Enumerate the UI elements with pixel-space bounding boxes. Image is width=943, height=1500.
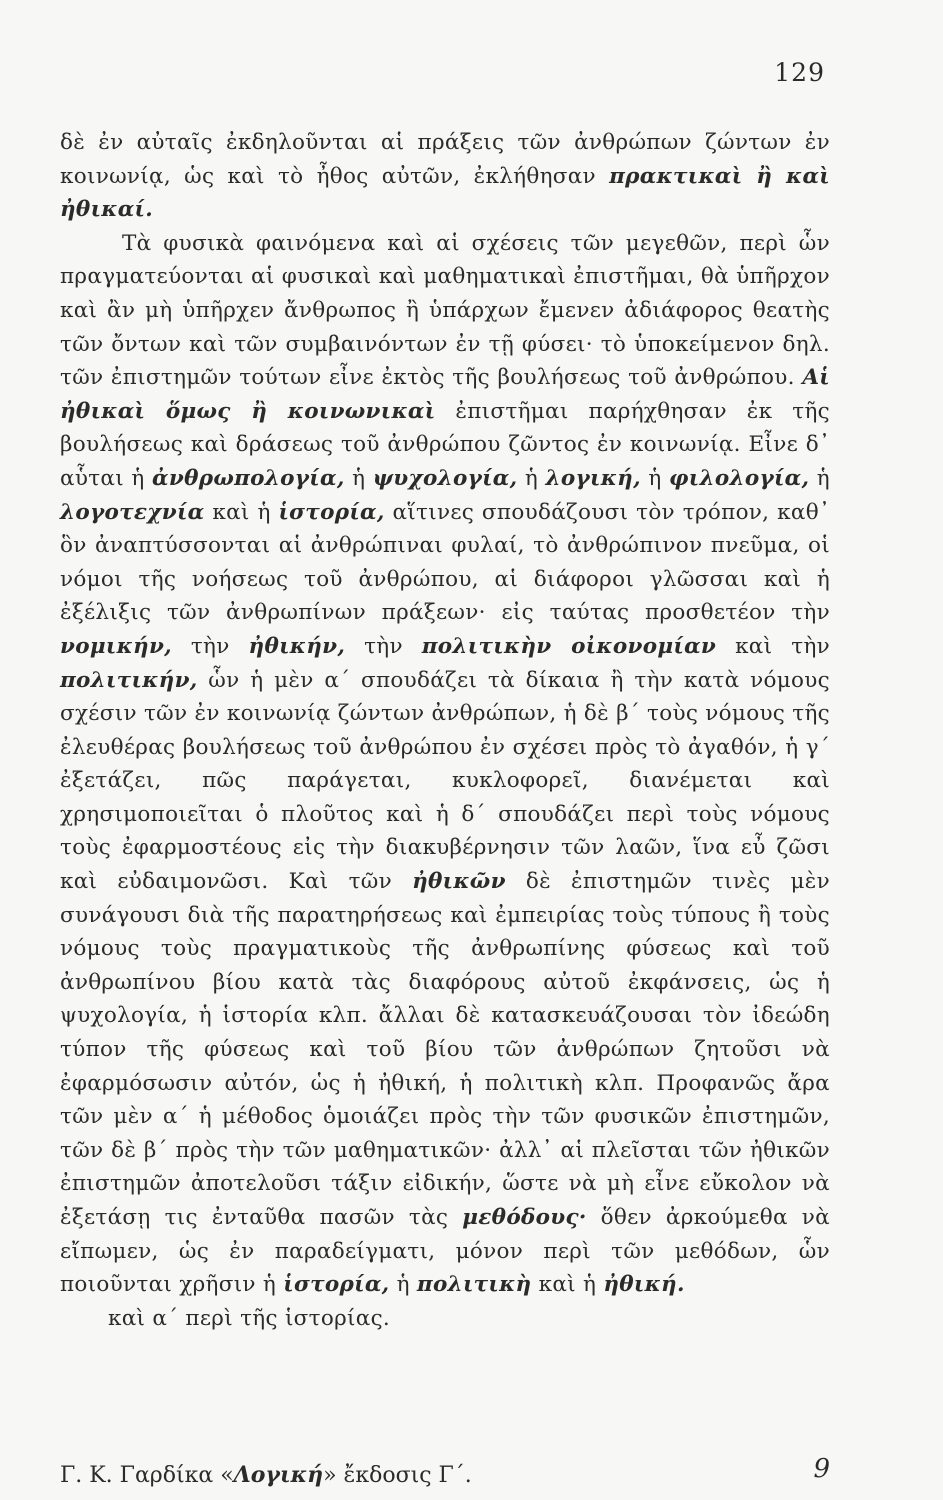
- emphasis-term: μεθόδους·: [462, 1205, 587, 1230]
- emphasis-term: ἠθικήν,: [248, 633, 346, 659]
- emphasis-term: ψυχολογία,: [372, 465, 518, 491]
- text-run: ἡ: [389, 1272, 417, 1298]
- text-run: καὶ τὴν: [716, 633, 831, 659]
- emphasis-term: ἀνθρωπολογία,: [152, 465, 345, 491]
- emphasis-term: λογοτεχνία: [60, 499, 205, 525]
- text-run: Τὰ φυσικὰ φαινόμενα καὶ αἱ σχέσεις τῶν μεγεθῶν, περὶ ὧν πραγματεύονται αἱ φυσικαὶ καὶ μαθηματικαὶ ἐπιστῆμαι, θὰ ὑπῆρχον καὶ ἂν μὴ ὑπῆρχεν ἄνθρωπος ἢ ὑπάρχων ἔμενεν ἀδιάφορος θεατὴς τῶν ὄντων καὶ τῶν συμβαινόντων ἐν τῇ φύσει· τὸ ὑποκείμενον δηλ. τῶν ἐπιστημῶν τούτων εἶνε ἐκτὸς τῆς βουλήσεως τοῦ ἀνθρώπου.: [60, 230, 830, 391]
- emphasis-term: Αἱ ἠθικαὶ ὅμως ἢ κοινωνικαὶ: [60, 365, 830, 424]
- text-run: τὴν: [345, 633, 422, 659]
- signature-mark: 9: [813, 1454, 830, 1484]
- text-run: ἡ: [517, 465, 546, 491]
- emphasis-term: πολιτικὴν οἰκονομίαν: [421, 633, 717, 659]
- footer-book-title: Λογική: [233, 1462, 324, 1488]
- text-run: ἡ: [344, 465, 373, 491]
- emphasis-term: φιλολογία,: [669, 465, 810, 491]
- emphasis-term: ἠθική.: [603, 1272, 685, 1298]
- emphasis-term: ἱστορία,: [283, 1272, 390, 1298]
- emphasis-term: ἱστορία,: [278, 499, 385, 525]
- emphasis-term: νομικήν,: [60, 633, 172, 659]
- text-run: αἵτινες σπουδάζουσι τὸν τρόπον, καθ᾿ ὃν ἀναπτύσσονται αἱ ἀνθρώπιναι φυλαί, τὸ ἀνθρώπινον πνεῦμα, οἱ νόμοι τῆς νοήσεως τοῦ ἀνθρώπου, αἱ διάφοροι γλῶσσαι καὶ ἡ ἐξέλιξις τῶν ἀνθρωπίνων πράξεων· εἰς ταύτας προσθετέον τὴν: [60, 499, 830, 626]
- text-run: δὲ ἐν αὐταῖς ἐκδηλοῦνται αἱ πράξεις τῶν ἀνθρώπων ζώντων ἐν κοινωνίᾳ, ὡς καὶ τὸ ἦθος αὐτῶν, ἐκλήθησαν: [60, 130, 830, 189]
- text-run: καὶ ἡ: [204, 499, 279, 525]
- body-text: [60, 126, 830, 1335]
- text-run: ὧν ἡ μὲν α΄ σπουδάζει τὰ δίκαια ἢ τὴν κατὰ νόμους σχέσιν τῶν ἐν κοινωνίᾳ ζώντων ἀνθρώπων, ἡ δὲ β΄ τοὺς νόμους τῆς ἐλευθέρας βουλήσεως τοῦ ἀνθρώπου ἐν σχέσει πρὸς τὸ ἀγαθόν, ἡ γ΄ ἐξετάζει, πῶς παράγεται, κυκλοφορεῖ, διανέμεται καὶ χρησιμοποιεῖται ὁ πλοῦτος καὶ ἡ δ΄ σπουδάζει περὶ τοὺς νόμους τοὺς ἐφαρμοστέους εἰς τὴν διακυβέρνησιν τῶν λαῶν, ἵνα εὖ ζῶσι καὶ εὐδαιμονῶσι. Καὶ τῶν: [60, 667, 831, 895]
- paragraph-1: [60, 126, 830, 227]
- text-run: καὶ ἡ: [531, 1272, 604, 1298]
- text-run: ἡ: [640, 465, 669, 491]
- text-run: ὅθεν ἀρκούμεθα νὰ εἴπωμεν, ὡς ἐν παραδείγματι, μόνον περὶ τῶν μεθόδων, ὧν ποιοῦνται χρῆσιν ἡ: [60, 1205, 830, 1298]
- text-run: ἡ: [809, 465, 830, 491]
- emphasis-term: πρακτικαὶ ἢ καὶ ἠθικαί.: [60, 163, 830, 223]
- paragraph-2: [60, 227, 830, 1302]
- page-footer: [60, 1454, 830, 1488]
- text-run: ἐπιστῆμαι παρήχθησαν ἐκ τῆς βουλήσεως καὶ δράσεως τοῦ ἀνθρώπου ζῶντος ἐν κοινωνίᾳ. Εἶνε δ᾿ αὗται ἡ: [60, 398, 830, 491]
- section-list-item: καὶ α΄ περὶ τῆς ἱστορίας.: [108, 1305, 391, 1331]
- text-run: δὲ ἐπιστημῶν τινὲς μὲν συνάγουσι διὰ τῆς παρατηρήσεως καὶ ἐμπειρίας τοὺς τύπους ἢ τοὺς νόμους τοὺς πραγματικοὺς τῆς ἀνθρωπίνης φύσεως καὶ τοῦ ἀνθρωπίνου βίου κατὰ τὰς διαφόρους αὐτοῦ ἐκφάνσεις, ὡς ἡ ψυχολογία, ἡ ἱστορία κλπ. ἄλλαι δὲ κατασκευάζουσαι τὸν ἰδεώδη τύπον τῆς φύσεως καὶ τοῦ βίου τῶν ἀνθρώπων ζητοῦσι νὰ ἐφαρμόσωσιν αὐτόν, ὡς ἡ ἠθική, ἡ πολιτικὴ κλπ. Προφανῶς ἄρα τῶν μὲν α΄ ἡ μέθοδος ὁμοιάζει πρὸς τὴν τῶν φυσικῶν ἐπιστημῶν, τῶν δὲ β΄ πρὸς τὴν τῶν μαθηματικῶν· ἀλλ᾿ αἱ πλεῖσται τῶν ἠθικῶν ἐπιστημῶν ἀποτελοῦσι τάξιν εἰδικήν, ὥστε νὰ μὴ εἶνε εὔκολον νὰ ἐξετάσῃ τις ἐνταῦθα πασῶν τὰς: [60, 869, 830, 1230]
- emphasis-term: ἠθικῶν: [412, 869, 506, 895]
- footer-author: Γ. Κ. Γαρδίκα «: [60, 1463, 234, 1488]
- emphasis-term: πολιτικήν,: [60, 667, 198, 693]
- page-number: 129: [774, 58, 825, 87]
- footer-edition: » ἔκδοσις Γ΄.: [323, 1463, 472, 1488]
- emphasis-term: λογική,: [545, 465, 641, 491]
- text-run: τὴν: [171, 633, 249, 659]
- emphasis-term: πολιτικὴ: [416, 1272, 532, 1298]
